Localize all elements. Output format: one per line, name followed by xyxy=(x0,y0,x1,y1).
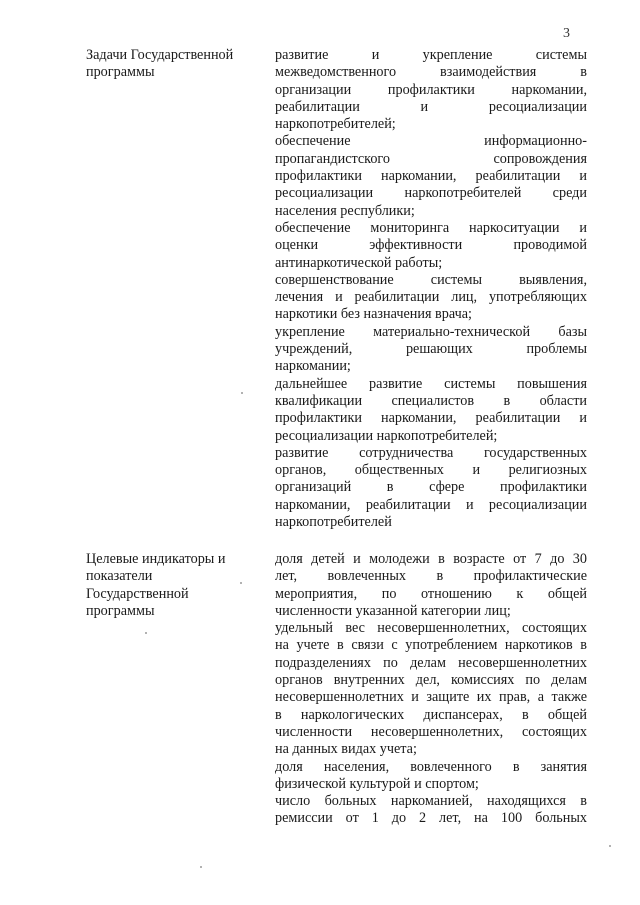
text-line: наркомании, реабилитации и ресоциализации xyxy=(275,496,587,513)
text-line: развитие сотрудничества государственных xyxy=(275,444,587,461)
text-line: обеспечение информационно- xyxy=(275,133,587,150)
page-number: 3 xyxy=(563,26,570,41)
label-line: Государственной xyxy=(86,585,189,602)
text-line: обеспечение мониторинга наркоситуации и xyxy=(275,219,587,236)
indicators-label xyxy=(86,551,258,620)
text-line: численности указанной категории лиц; xyxy=(275,602,511,619)
text-line: ремиссии от 1 до 2 лет, на 100 больных xyxy=(275,810,587,827)
text-line: лечения и реабилитации лиц, употребляющих xyxy=(275,289,587,306)
text-line: наркотики без назначения врача; xyxy=(275,306,472,323)
text-line: организации профилактики наркомании, xyxy=(275,81,587,98)
text-line: антинаркотической работы; xyxy=(275,254,443,271)
tasks-label xyxy=(86,47,258,82)
text-line: несовершеннолетних и защите их прав, а также xyxy=(275,689,587,706)
tasks-content xyxy=(275,47,587,531)
scan-speck xyxy=(240,582,242,584)
text-line: ресоциализации наркопотребителей; xyxy=(275,427,498,444)
text-line: межведомственного взаимодействия в xyxy=(275,64,587,81)
text-line: развитие и укрепление системы xyxy=(275,47,587,63)
text-line: реабилитации и ресоциализации xyxy=(275,98,587,115)
scan-speck xyxy=(241,392,243,394)
text-line: учреждений, решающих проблемы xyxy=(275,341,587,358)
text-line: физической культурой и спортом; xyxy=(275,775,479,792)
label-line: показатели xyxy=(86,568,153,585)
text-line: оценки эффективности проводимой xyxy=(275,237,587,254)
text-line: численности несовершеннолетних, состоящих xyxy=(275,723,587,740)
text-line: доля населения, вовлеченного в занятия xyxy=(275,758,587,775)
text-line: число больных наркоманией, находящихся в xyxy=(275,793,587,810)
scan-speck xyxy=(145,632,147,634)
text-line: населения республики; xyxy=(275,202,415,219)
text-line: организаций в сфере профилактики xyxy=(275,479,587,496)
text-line: наркопотребителей xyxy=(275,514,392,531)
label-line: Целевые индикаторы и xyxy=(86,551,226,567)
label-line: программы xyxy=(86,602,155,619)
text-line: мероприятия, по отношению к общей xyxy=(275,585,587,602)
text-line: наркопотребителей; xyxy=(275,116,396,133)
scan-speck xyxy=(609,845,611,847)
text-line: на данных видах учета; xyxy=(275,741,417,758)
text-line: совершенствование системы выявления, xyxy=(275,271,587,288)
text-line: удельный вес несовершеннолетних, состоящих xyxy=(275,620,587,637)
text-line: органов, общественных и религиозных xyxy=(275,462,587,479)
text-line: ресоциализации наркопотребителей среди xyxy=(275,185,587,202)
scan-speck xyxy=(200,866,202,868)
text-line: пропагандистского сопровождения xyxy=(275,150,587,167)
text-line: доля детей и молодежи в возрасте от 7 до 30 xyxy=(275,551,587,567)
text-line: укрепление материально-технической базы xyxy=(275,323,587,340)
indicators-content xyxy=(275,551,587,828)
text-line: профилактики наркомании, реабилитации и xyxy=(275,410,587,427)
text-line: профилактики наркомании, реабилитации и xyxy=(275,168,587,185)
text-line: дальнейшее развитие системы повышения xyxy=(275,375,587,392)
text-line: в наркологических диспансерах, в общей xyxy=(275,706,587,723)
label-line: Задачи Государственной xyxy=(86,47,234,63)
text-line: подразделениях по делам несовершеннолетних xyxy=(275,654,587,671)
text-line: органов внутренних дел, комиссиях по делам xyxy=(275,672,587,689)
text-line: квалификации специалистов в области xyxy=(275,392,587,409)
text-line: наркомании; xyxy=(275,358,351,375)
text-line: лет, вовлеченных в профилактические xyxy=(275,568,587,585)
label-line: программы xyxy=(86,64,155,81)
text-line: на учете в связи с употреблением наркотиков в xyxy=(275,637,587,654)
